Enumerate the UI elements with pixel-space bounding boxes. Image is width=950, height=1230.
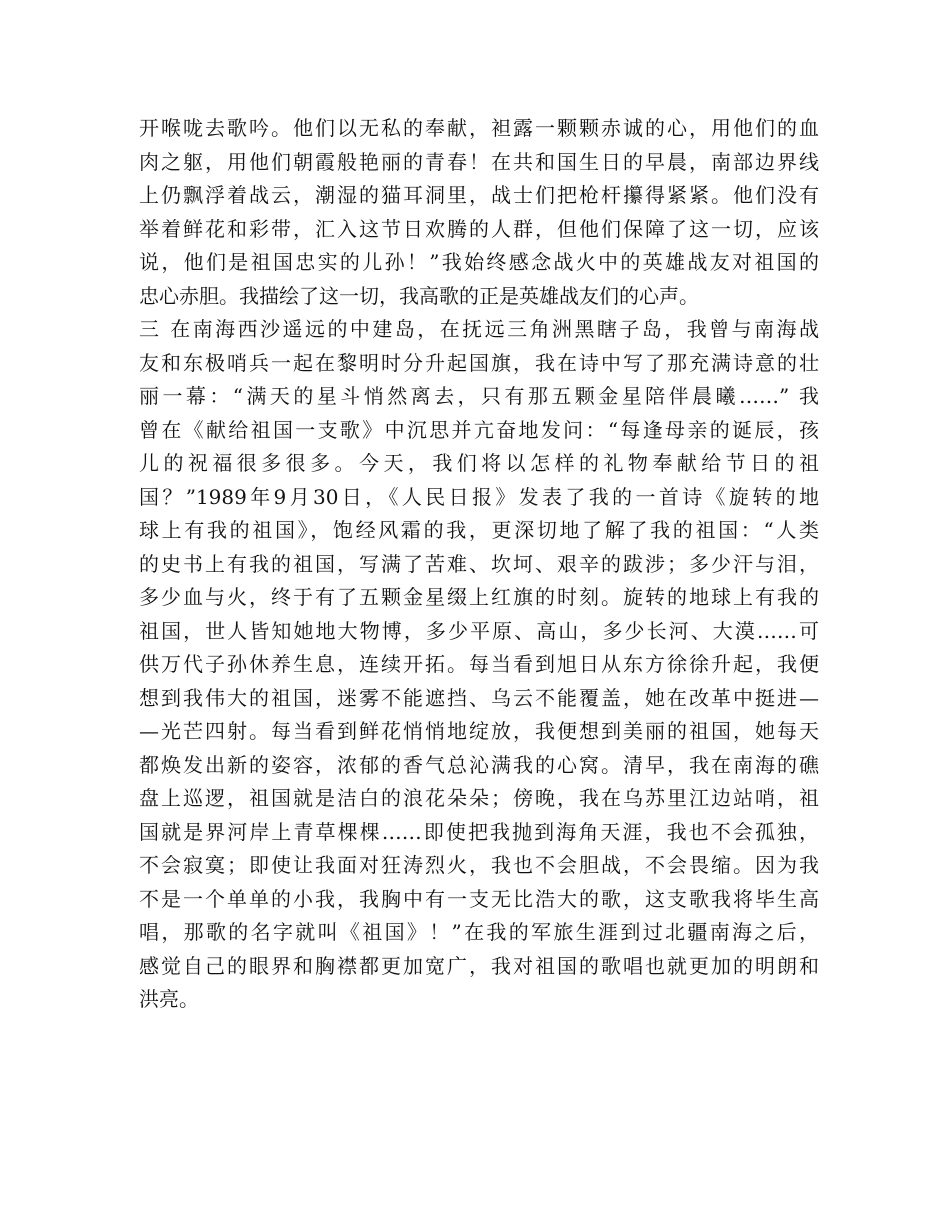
text-line: 说，他们是祖国忠实的儿孙！”我始终感念战火中的英雄战友对祖国的 <box>139 250 819 274</box>
text-line: —光芒四射。每当看到鲜花悄悄地绽放，我便想到美丽的祖国，她每天 <box>139 719 819 743</box>
body-text <box>139 112 819 1017</box>
text-line: 举着鲜花和彩带，汇入这节日欢腾的人群，但他们保障了这一切，应该 <box>139 216 819 241</box>
text-line: 开喉咙去歌吟。他们以无私的奉献，袒露一颗颗赤诚的心，用他们的血 <box>139 116 819 140</box>
text-line: 想到我伟大的祖国，迷雾不能遮挡、乌云不能覆盖，她在改革中挺进— <box>139 685 819 710</box>
text-line: 祖国，世人皆知她地大物博，多少平原、高山，多少长河、大漠……可 <box>139 618 819 643</box>
text-line: 球上有我的祖国》，饱经风霜的我，更深切地了解了我的祖国：“人类 <box>139 518 819 542</box>
text-line: 都焕发出新的姿容，浓郁的香气总沁满我的心窝。清早，我在南海的礁 <box>139 752 819 777</box>
text-line: 唱，那歌的名字就叫《祖国》！”在我的军旅生涯到过北疆南海之后， <box>139 920 819 944</box>
text-line: 多少血与火，终于有了五颗金星缀上红旗的时刻。旋转的地球上有我的 <box>139 585 819 609</box>
text-line: 丽一幕：“满天的星斗悄然离去，只有那五颗金星陪伴晨曦……” 我 <box>139 384 819 408</box>
text-line: 不是一个单单的小我，我胸中有一支无比浩大的歌，这支歌我将毕生高 <box>139 886 819 911</box>
text-line: 供万代子孙休养生息，连续开拓。每当看到旭日从东方徐徐升起，我便 <box>139 652 819 676</box>
text-line: 友和东极哨兵一起在黎明时分升起国旗，我在诗中写了那充满诗意的壮 <box>139 350 819 375</box>
text-line: 国？”1989年9月30日，《人民日报》发表了我的一首诗《旋转的地 <box>139 484 819 509</box>
text-line: 三 在南海西沙遥远的中建岛，在抚远三角洲黑瞎子岛，我曾与南海战 <box>139 317 819 341</box>
text-line: 国就是界河岸上青草棵棵……即使把我抛到海角天涯，我也不会孤独， <box>139 819 819 844</box>
text-line: 曾在《献给祖国一支歌》中沉思并亢奋地发问：“每逢母亲的诞辰，孩 <box>139 417 819 442</box>
text-line: 盘上巡逻，祖国就是洁白的浪花朵朵；傍晚，我在乌苏里江边站哨，祖 <box>139 786 819 810</box>
text-line: 感觉自己的眼界和胸襟都更加宽广，我对祖国的歌唱也就更加的明朗和 <box>139 953 819 978</box>
text-line: 忠心赤胆。我描绘了这一切，我高歌的正是英雄战友们的心声。 <box>139 283 699 308</box>
text-line: 洪亮。 <box>139 987 199 1011</box>
text-line: 不会寂寞；即使让我面对狂涛烈火，我也不会胆战，不会畏缩。因为我 <box>139 853 819 877</box>
text-line: 的史书上有我的祖国，写满了苦难、坎坷、艰辛的跋涉；多少汗与泪， <box>139 551 819 576</box>
text-line: 肉之躯，用他们朝霞般艳丽的青春！在共和国生日的早晨，南部边界线 <box>139 149 819 174</box>
text-line: 儿的祝福很多很多。今天，我们将以怎样的礼物奉献给节日的祖 <box>139 451 819 475</box>
text-line: 上仍飘浮着战云，潮湿的猫耳洞里，战士们把枪杆攥得紧紧。他们没有 <box>139 183 819 207</box>
